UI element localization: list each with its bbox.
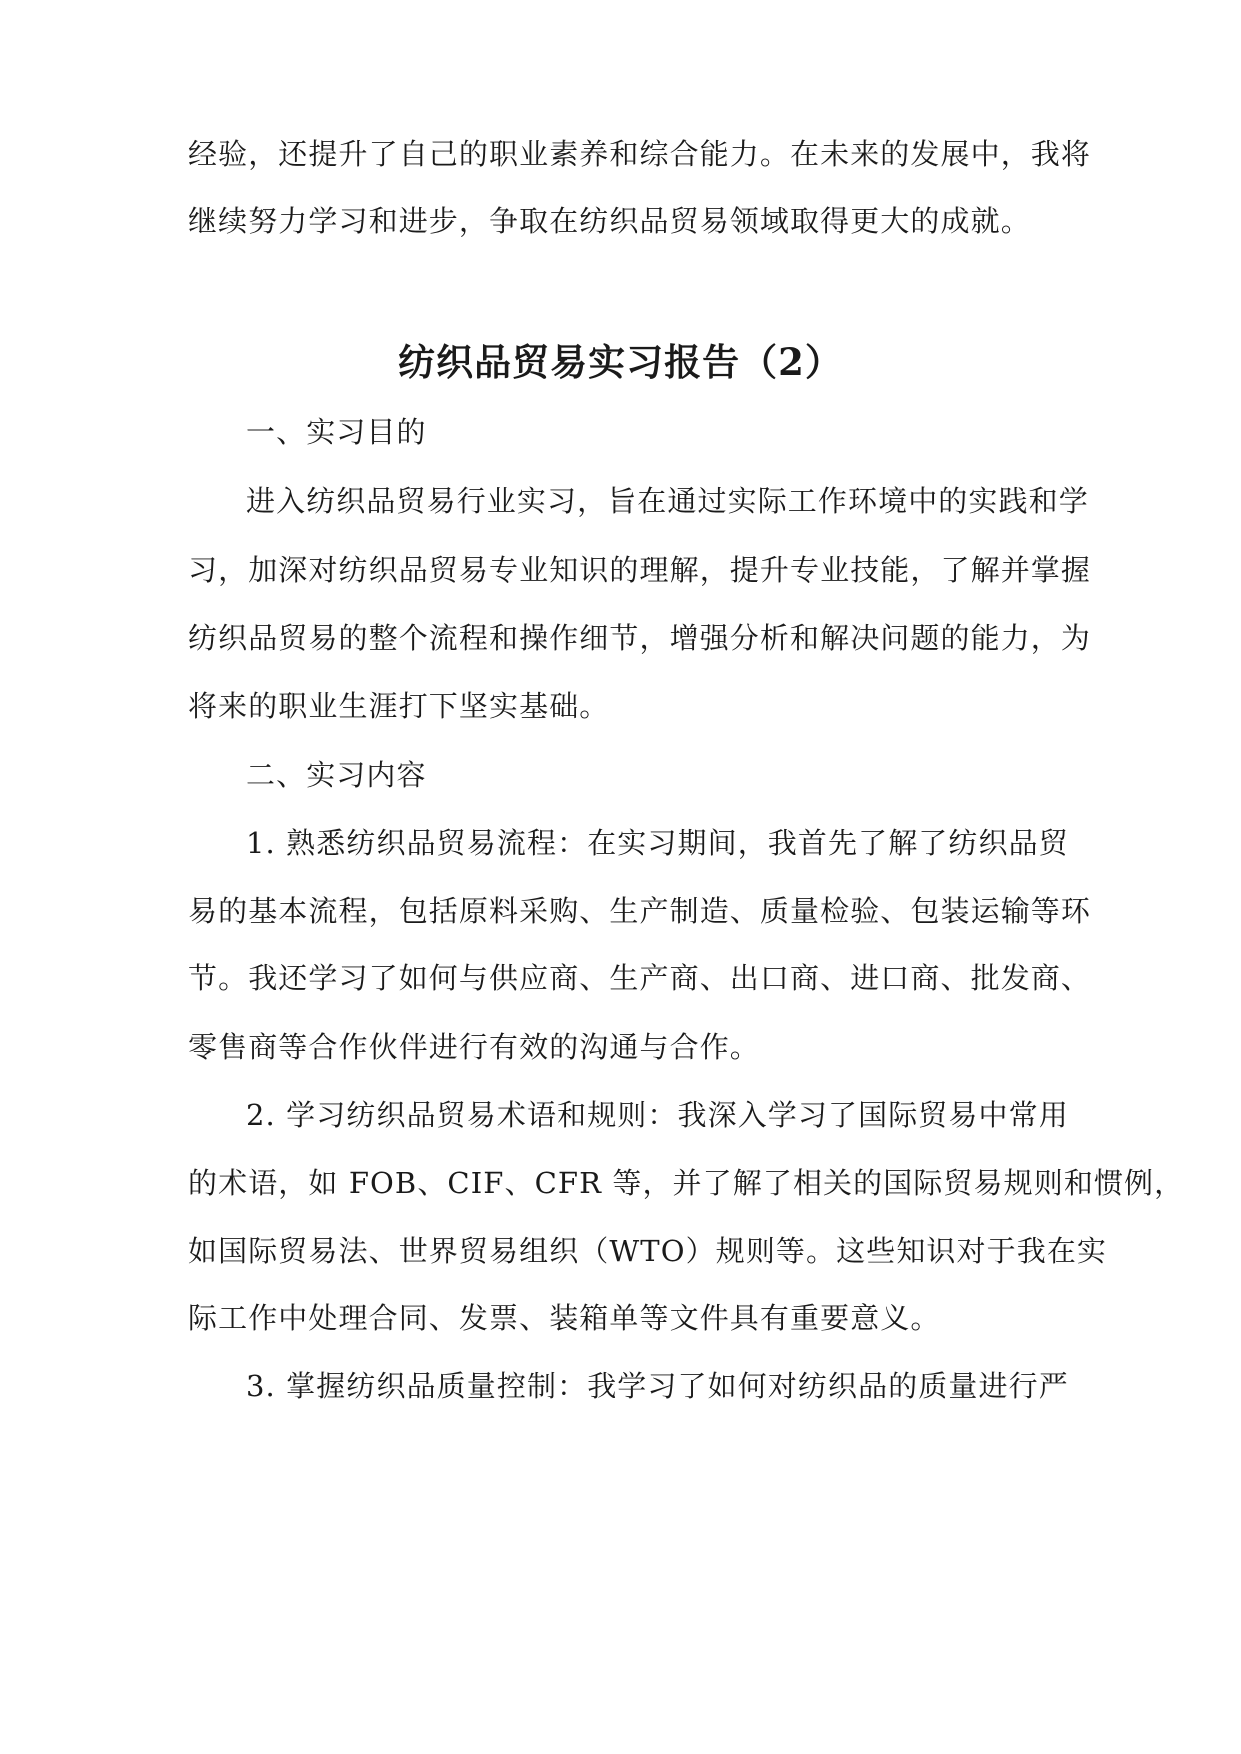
purpose-line-3: 纺织品贸易的整个流程和操作细节，增强分析和解决问题的能力，为 [188, 621, 1092, 655]
item1-line-3: 节。我还学习了如何与供应商、生产商、出口商、进口商、批发商、 [188, 961, 1092, 995]
item2-line-4: 际工作中处理合同、发票、装箱单等文件具有重要意义。 [188, 1301, 941, 1335]
purpose-line-2: 习，加深对纺织品贸易专业知识的理解，提升专业技能，了解并掌握 [188, 553, 1092, 587]
item2-line-3: 如国际贸易法、世界贸易组织（WTO）规则等。这些知识对于我在实 [188, 1234, 1108, 1268]
content-heading: 二、实习内容 [246, 758, 427, 792]
item2-line-2: 的术语，如 FOB、CIF、CFR 等，并了解了相关的国际贸易规则和惯例， [188, 1166, 1185, 1200]
purpose-line-4: 将来的职业生涯打下坚实基础。 [188, 689, 610, 723]
report-title: 纺织品贸易实习报告（2） [398, 340, 843, 384]
purpose-heading: 一、实习目的 [246, 415, 427, 449]
item2-line-1: 2. 学习纺织品贸易术语和规则：我深入学习了国际贸易中常用 [246, 1098, 1069, 1132]
item3-line-1: 3. 掌握纺织品质量控制：我学习了如何对纺织品的质量进行严 [246, 1369, 1069, 1403]
item1-line-2: 易的基本流程，包括原料采购、生产制造、质量检验、包装运输等环 [188, 894, 1092, 928]
intro-line-2: 继续努力学习和进步，争取在纺织品贸易领域取得更大的成就。 [188, 204, 1031, 238]
intro-line-1: 经验，还提升了自己的职业素养和综合能力。在未来的发展中，我将 [188, 137, 1092, 171]
purpose-line-1: 进入纺织品贸易行业实习，旨在通过实际工作环境中的实践和学 [246, 484, 1089, 518]
item1-line-4: 零售商等合作伙伴进行有效的沟通与合作。 [188, 1030, 760, 1064]
item1-line-1: 1. 熟悉纺织品贸易流程：在实习期间，我首先了解了纺织品贸 [246, 826, 1069, 860]
